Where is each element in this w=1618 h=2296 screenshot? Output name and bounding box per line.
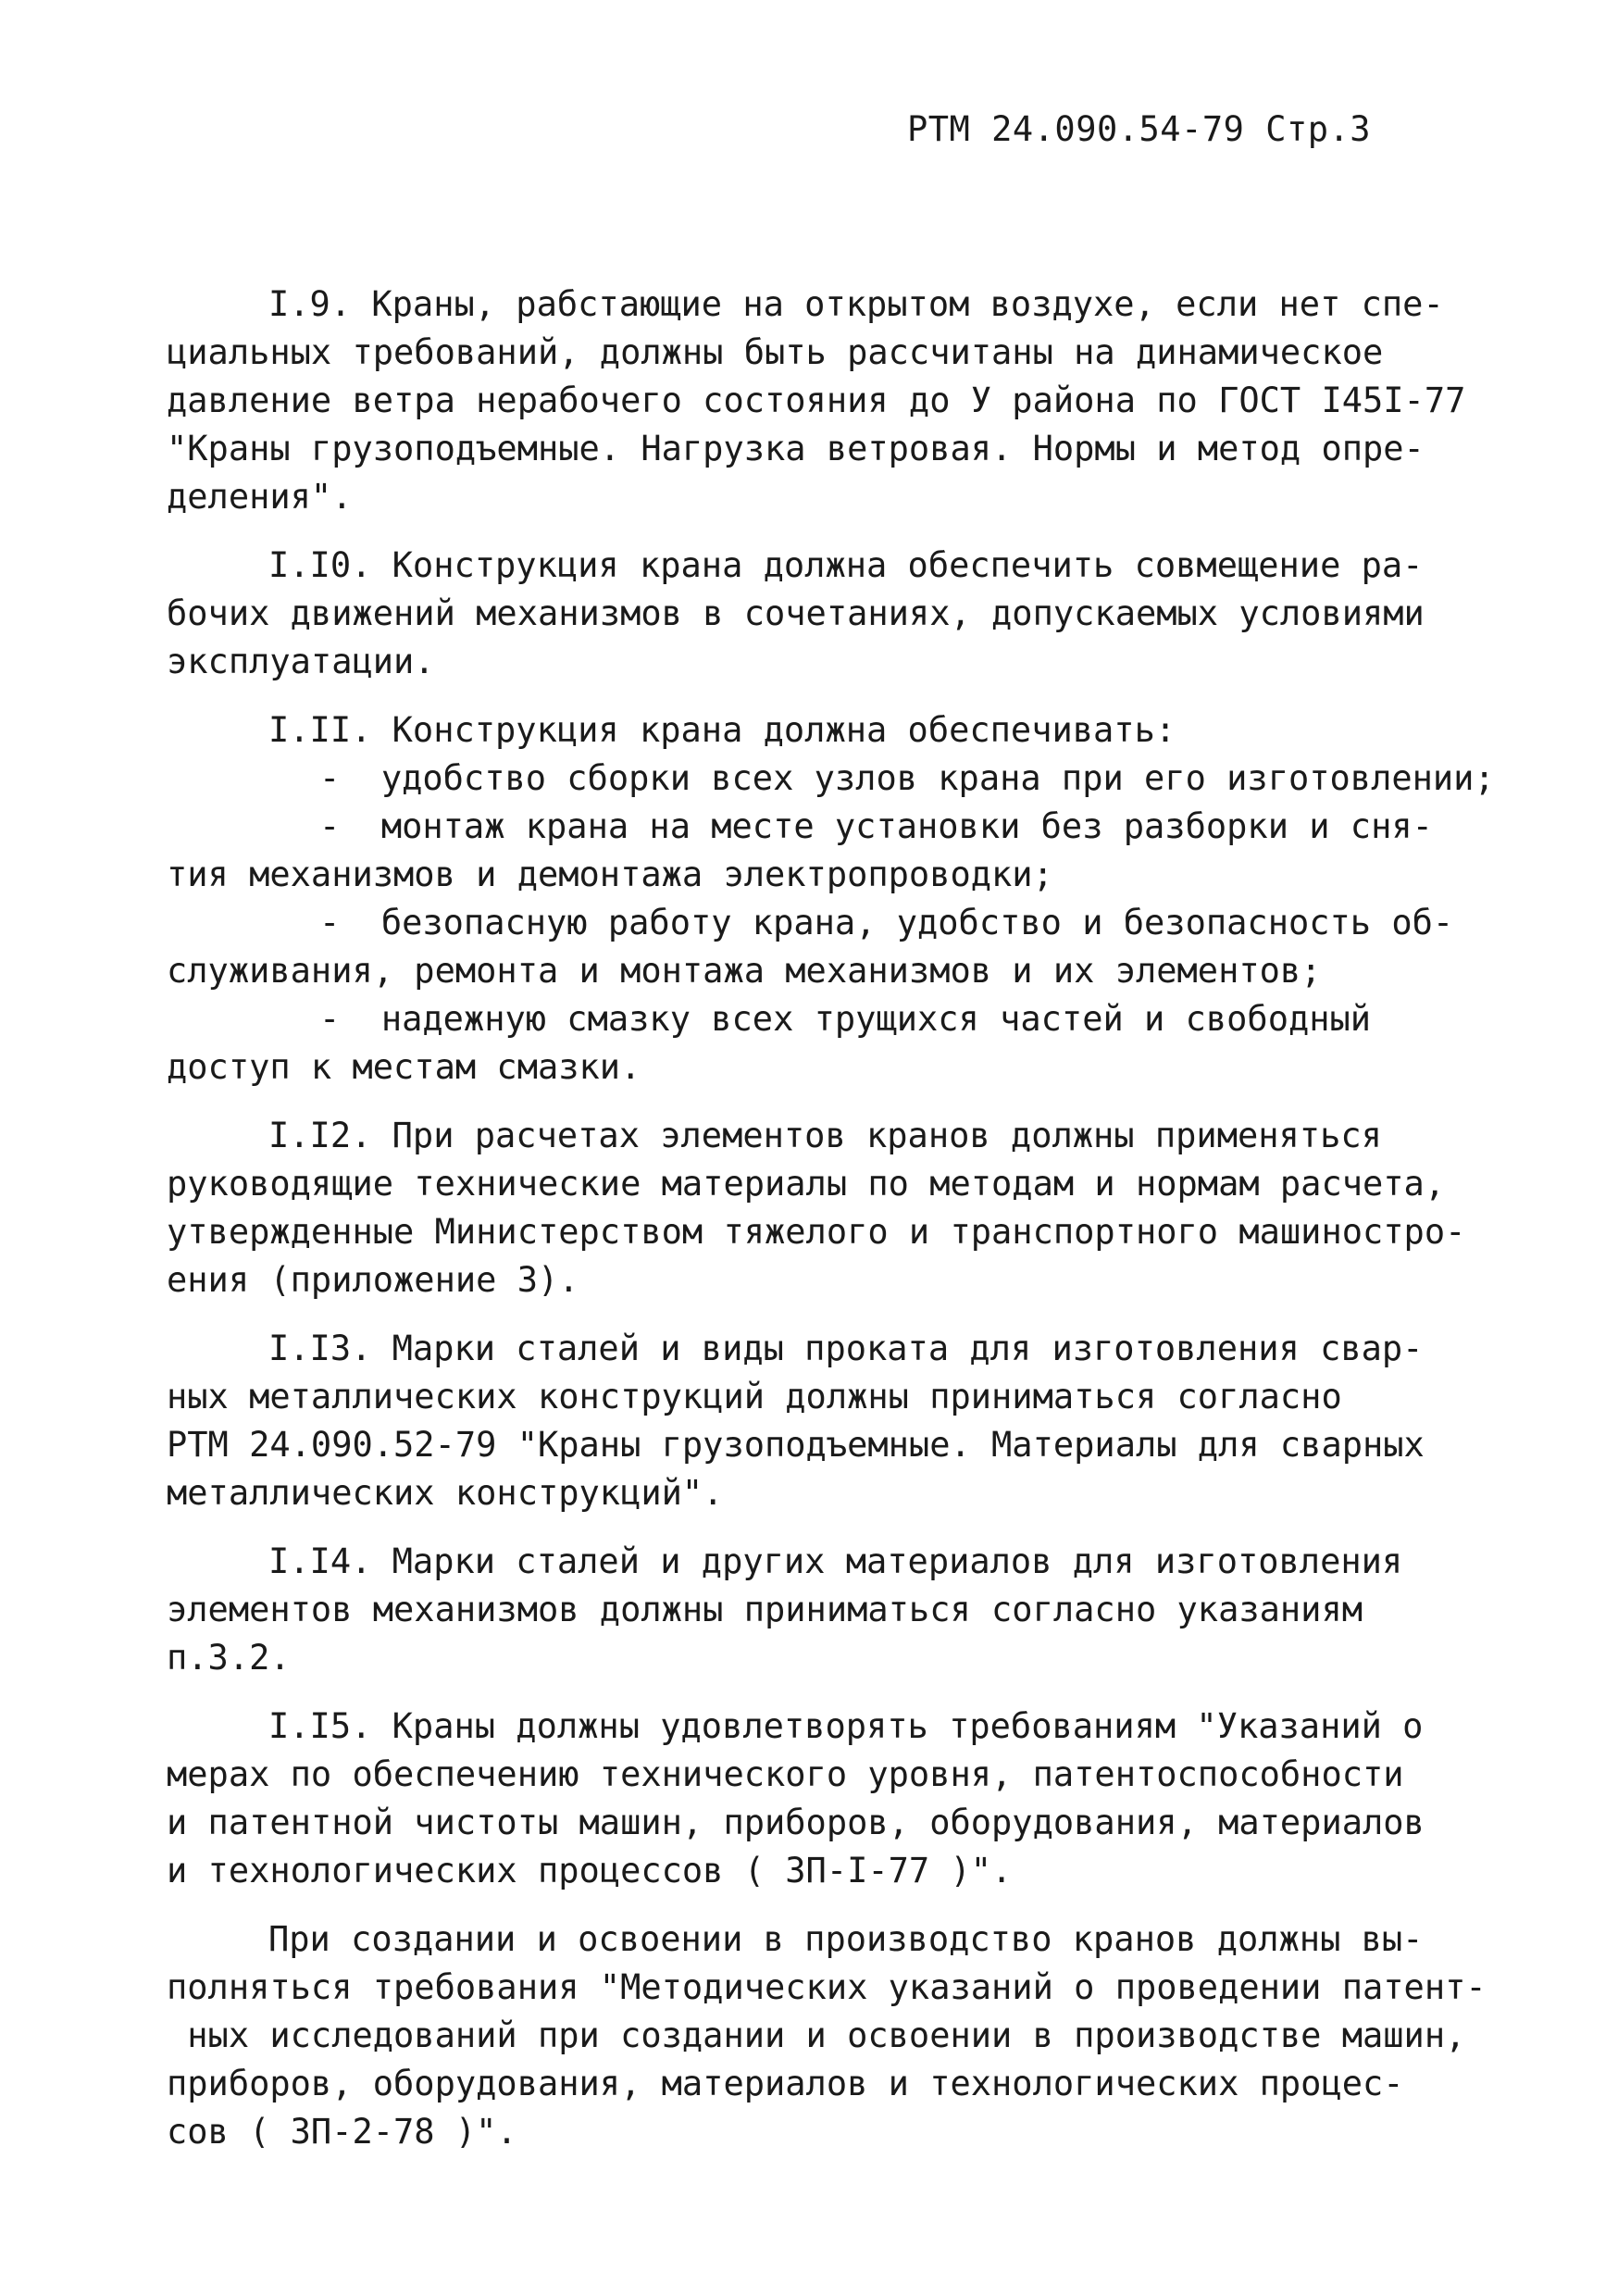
text-line: утвержденные Министерством тяжелого и транспортного машиностро- <box>167 1212 1466 1252</box>
text-line: циальных требований, должны быть рассчитаны на динамическое <box>167 332 1384 372</box>
text-line: доступ к местам смазки. <box>167 1047 641 1087</box>
text-line: I.9. Краны, рабстающие на открытом воздухе, если нет спе- <box>268 284 1444 324</box>
text-line: и технологических процессов ( ЗП-I-77 )". <box>167 1851 1013 1890</box>
text-line: руководящие технические материалы по методам и нормам расчета, <box>167 1164 1446 1204</box>
text-line: I.I2. При расчетах элементов кранов должны применяться <box>268 1116 1382 1155</box>
text-line: и патентной чистоты машин, приборов, оборудования, материалов <box>167 1803 1425 1842</box>
text-line: - монтаж крана на месте установки без разборки и сня- <box>319 806 1433 846</box>
text-line: РТМ 24.090.52-79 "Краны грузоподъемные. Материалы для сварных <box>167 1425 1425 1465</box>
text-line: I.I3. Марки сталей и виды проката для изготовления свар- <box>268 1329 1424 1368</box>
text-line: I.I5. Краны должны удовлетворять требованиям "Указаний о <box>268 1706 1424 1746</box>
text-line: сов ( ЗП-2-78 )". <box>167 2112 517 2152</box>
text-line: I.I4. Марки сталей и других материалов для изготовления <box>268 1541 1403 1581</box>
text-line: бочих движений механизмов в сочетаниях, допускаемых условиями <box>167 593 1425 633</box>
text-line: полняться требования "Методических указаний о проведении патент- <box>167 1967 1487 2007</box>
text-line: При создании и освоении в производство кранов должны вы- <box>268 1919 1424 1959</box>
text-line: - безопасную работу крана, удобство и безопасность об- <box>319 903 1454 942</box>
text-line: элементов механизмов должны приниматься согласно указаниям <box>167 1590 1363 1629</box>
text-line: мерах по обеспечению технического уровня, патентоспособности <box>167 1754 1404 1794</box>
text-line: - удобство сборки всех узлов крана при его изготовлении; <box>319 758 1495 798</box>
text-line: тия механизмов и демонтажа электропроводки; <box>167 855 1053 894</box>
text-line: давление ветра нерабочего состояния до У района по ГОСТ I45I-77 <box>167 381 1466 420</box>
text-line: служивания, ремонта и монтажа механизмов и их элементов; <box>167 951 1322 991</box>
text-line: металлических конструкций". <box>167 1473 724 1513</box>
text-line: I.II. Конструкция крана должна обеспечивать: <box>268 710 1176 750</box>
page-header-ref: РТМ 24.090.54-79 Стр.3 <box>907 109 1372 149</box>
text-line: п.3.2. <box>167 1638 291 1678</box>
text-line: ения (приложение 3). <box>167 1260 579 1300</box>
text-line: приборов, оборудования, материалов и технологических процес- <box>167 2064 1404 2103</box>
text-line: ных металлических конструкций должны приниматься согласно <box>167 1377 1342 1416</box>
text-line: деления". <box>167 477 353 517</box>
text-line: эксплуатации. <box>167 642 435 681</box>
text-line: "Краны грузоподъемные. Нагрузка ветровая. Нормы и метод опре- <box>167 429 1425 468</box>
text-line: ных исследований при создании и освоении в производстве машин, <box>167 2015 1466 2055</box>
text-line: I.I0. Конструкция крана должна обеспечить совмещение ра- <box>268 545 1424 585</box>
text-line: - надежную смазку всех трущихся частей и свободный <box>319 999 1372 1039</box>
